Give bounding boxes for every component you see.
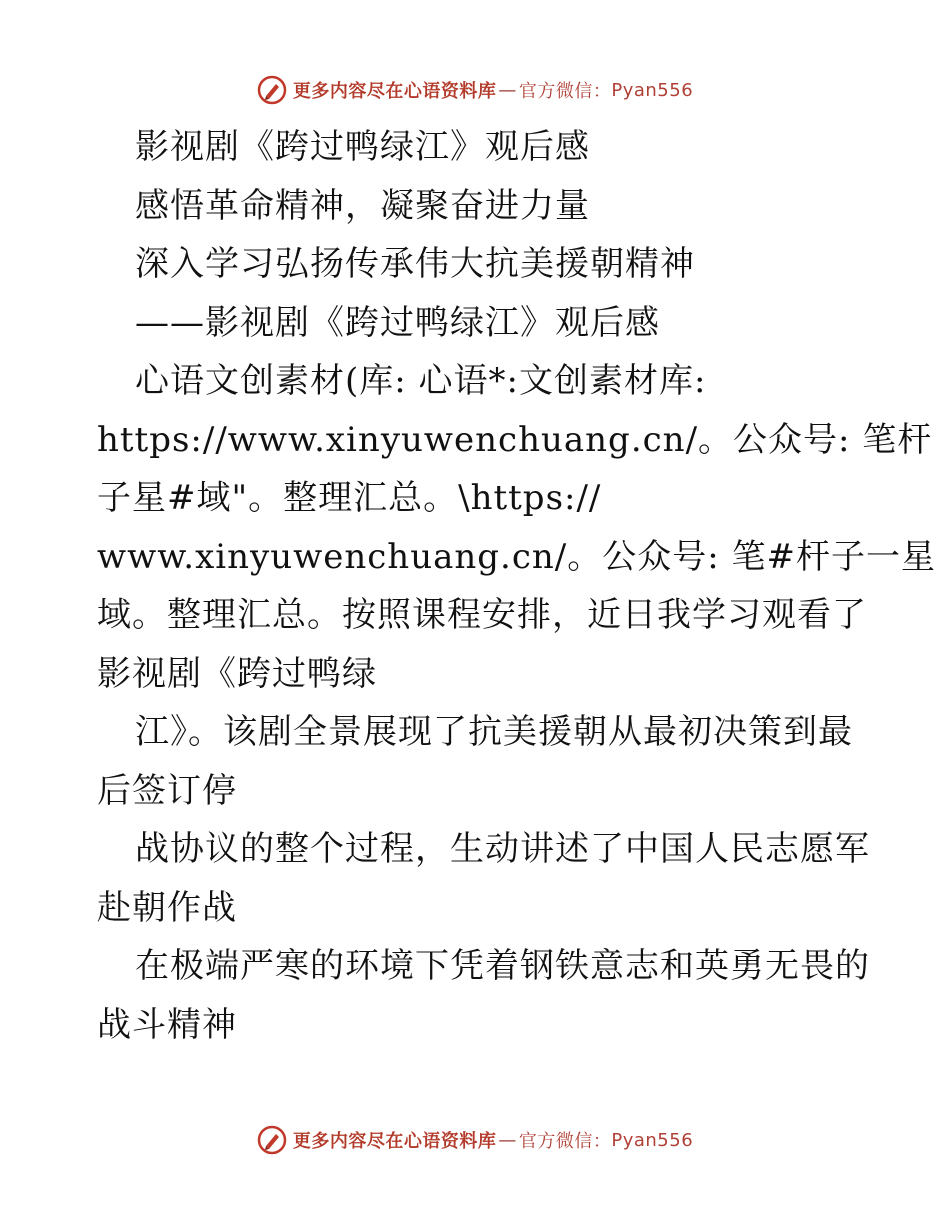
- banner-sub-text: 官方微信：: [518, 81, 612, 102]
- banner-sub-text: 官方微信：: [518, 1131, 612, 1152]
- paragraph-line: 赴朝作战: [97, 887, 237, 928]
- doc-heading: 深入学习弘扬传承伟大抗美援朝精神: [135, 244, 695, 284]
- banner-dash: —: [498, 1129, 517, 1151]
- paragraph-line: 后签订停: [97, 770, 237, 811]
- banner-wechat-id: Pyan556: [611, 79, 694, 101]
- paragraph-line: www.xinyuwenchuang.cn/。公众号: 笔#杆子一星: [97, 536, 936, 577]
- banner-dash: —: [498, 79, 517, 101]
- footer-banner: [0, 1120, 950, 1160]
- paragraph-line: 战斗精神: [97, 1004, 237, 1045]
- doc-title: 影视剧《跨过鸭绿江》观后感: [135, 127, 590, 167]
- paragraph-line: 域。整理汇总。按照课程安排，近日我学习观看了: [97, 595, 867, 635]
- header-banner: [0, 70, 950, 110]
- paragraph-line: 江》。该剧全景展现了抗美援朝从最初决策到最: [135, 712, 853, 752]
- pen-logo-icon: [257, 75, 287, 105]
- doc-subtitle: 感悟革命精神，凝聚奋进力量: [135, 185, 590, 226]
- pen-logo-icon: [257, 1125, 287, 1155]
- paragraph-line: 影视剧《跨过鸭绿: [97, 653, 377, 694]
- document-body: [97, 118, 936, 1054]
- banner-wechat-id: Pyan556: [611, 1129, 694, 1151]
- paragraph-line: https://www.xinyuwenchuang.cn/。公众号: 笔杆: [97, 419, 933, 460]
- doc-heading-sub: ——影视剧《跨过鸭绿江》观后感: [135, 302, 660, 343]
- banner-main-text: 更多内容尽在心语资料库: [292, 1131, 497, 1152]
- paragraph-line: 子星#域"。整理汇总。\https://: [97, 478, 602, 518]
- banner-main-text: 更多内容尽在心语资料库: [292, 81, 497, 102]
- paragraph-line: 战协议的整个过程，生动讲述了中国人民志愿军: [135, 829, 870, 869]
- paragraph-line: 在极端严寒的环境下凭着钢铁意志和英勇无畏的: [135, 946, 870, 986]
- paragraph-line: 心语文创素材(库: 心语*:文创素材库:: [135, 361, 707, 401]
